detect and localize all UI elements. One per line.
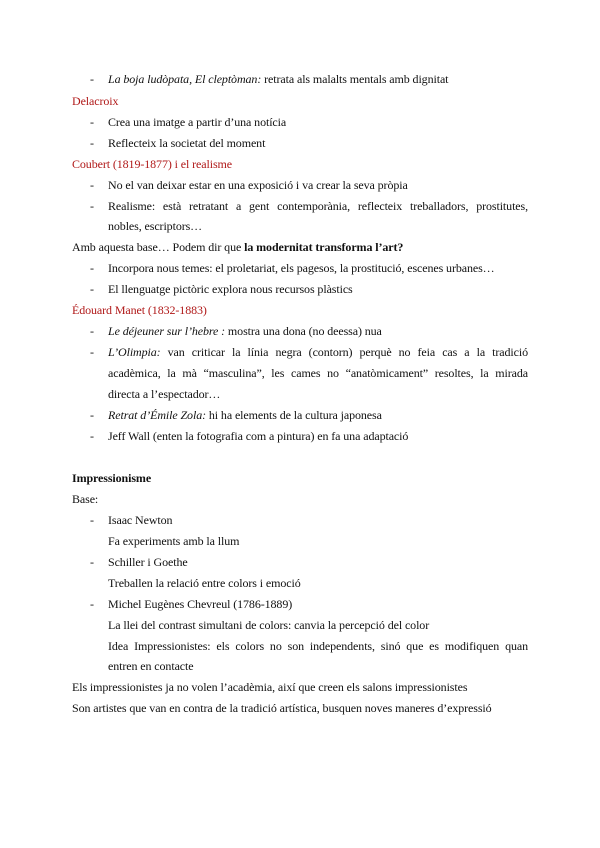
list-item <box>108 324 528 338</box>
list-item <box>108 408 528 422</box>
list-item-text: mostra una dona (no deessa) nua <box>225 324 382 338</box>
list-item: Incorpora nous temes: el proletariat, els pagesos, la prostitució, escenes urbanes… <box>108 261 495 275</box>
bullet-dash: - <box>90 555 94 569</box>
list-item: Crea una imatge a partir d’una notícia <box>108 115 287 129</box>
list-item-text: van criticar la línia negra (contorn) perquè no feia cas a la tradició <box>160 345 528 359</box>
heading-manet: Édouard Manet (1832-1883) <box>72 303 207 317</box>
list-item-continuation: directa a l’espectador… <box>108 387 221 401</box>
list-item-continuation: acadèmica, la mà “masculina”, les cames no “anatòmicament” resoltes, la mirada <box>108 366 528 380</box>
artwork-title: Le déjeuner sur l’hebre : <box>108 324 226 338</box>
section-title: Impressionisme <box>72 471 152 485</box>
paragraph: Son artistes que van en contra de la tradició artística, busquen noves maneres d’expressió <box>72 701 492 715</box>
bullet-dash: - <box>90 72 94 86</box>
bullet-dash: - <box>90 324 94 338</box>
list-item-sub: Fa experiments amb la llum <box>108 534 240 548</box>
list-item: El llenguatge pictòric explora nous recursos plàstics <box>108 282 353 296</box>
list-item-sub: entren en contacte <box>108 659 194 673</box>
list-item-sub: Idea Impressionistes: els colors no son independents, sinó que es modifiquen quan <box>108 639 528 653</box>
bullet-dash: - <box>90 178 94 192</box>
heading-delacroix: Delacroix <box>72 94 119 108</box>
bullet-dash: - <box>90 408 94 422</box>
question-line <box>72 240 528 254</box>
list-item-text: retrata als malalts mentals amb dignitat <box>261 72 449 86</box>
list-item-sub: La llei del contrast simultani de colors: canvia la percepció del color <box>108 618 430 632</box>
bullet-dash: - <box>90 261 94 275</box>
list-item-continuation: nobles, escriptors… <box>108 219 203 233</box>
list-item: Reflecteix la societat del moment <box>108 136 266 150</box>
bullet-dash: - <box>90 115 94 129</box>
bullet-dash: - <box>90 199 94 213</box>
list-item: No el van deixar estar en una exposició i va crear la seva pròpia <box>108 178 408 192</box>
list-item: Schiller i Goethe <box>108 555 188 569</box>
list-item: Realisme: està retratant a gent contemporània, reflecteix treballadors, prostitutes, <box>108 199 528 213</box>
bullet-dash: - <box>90 513 94 527</box>
bullet-dash: - <box>90 345 94 359</box>
list-item: Jeff Wall (enten la fotografia com a pintura) en fa una adaptació <box>108 429 409 443</box>
bullet-dash: - <box>90 429 94 443</box>
artwork-title: L’Olimpia: <box>108 345 161 359</box>
list-item: Michel Eugènes Chevreul (1786-1889) <box>108 597 293 611</box>
list-item <box>108 345 528 359</box>
heading-courbet: Coubert (1819-1877) i el realisme <box>72 157 232 171</box>
list-item-sub: Treballen la relació entre colors i emoció <box>108 576 301 590</box>
question-emphasis: la modernitat transforma l’art? <box>244 240 404 254</box>
list-item: Isaac Newton <box>108 513 173 527</box>
list-item-text: hi ha elements de la cultura japonesa <box>206 408 382 422</box>
artwork-title: Retrat d’Émile Zola: <box>108 408 206 422</box>
paragraph: Els impressionistes ja no volen l’acadèmia, així que creen els salons impressionistes <box>72 680 468 694</box>
list-item <box>108 72 528 86</box>
bullet-dash: - <box>90 136 94 150</box>
question-text: Amb aquesta base… Podem dir que <box>72 240 245 254</box>
bullet-dash: - <box>90 597 94 611</box>
bullet-dash: - <box>90 282 94 296</box>
artwork-title: La boja ludòpata, El cleptòman: <box>108 72 262 86</box>
base-label: Base: <box>72 492 99 506</box>
